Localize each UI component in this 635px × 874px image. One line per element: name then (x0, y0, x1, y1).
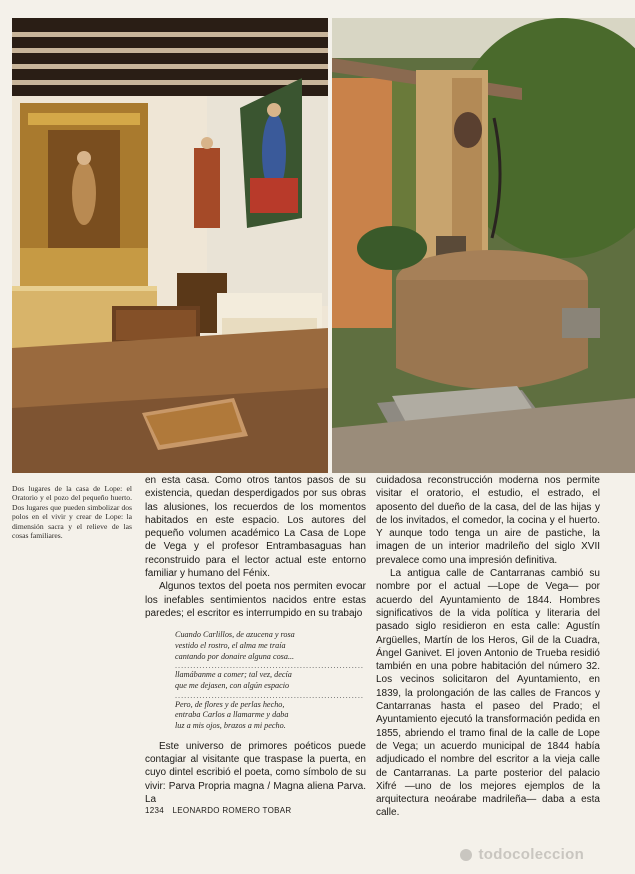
poem-ellipsis-divider: .............................................................. (175, 661, 364, 671)
poem-line: que me dejasen, con algún espacio (175, 681, 290, 691)
watermark (460, 846, 584, 863)
page-footer (145, 806, 297, 815)
poem-line: Pero, de flores y de perlas hecho, (175, 699, 285, 709)
text-column-left (145, 474, 366, 806)
paragraph: en esta casa. Como otros tantos pasos de su existencia, quedan desperdigados por sus obras las alusiones, los recuerdos de los momentos habitados en este espacio. Los autores del pequeño volumen académico La Casa de Lope de Vega y el profesor Entrambasaguas han reconstruido para el lector actual este entorno familiar y humano del Fénix. (145, 475, 366, 580)
poem-line: Cuando Carlillos, de azucena y rosa (175, 630, 295, 640)
watermark-logo-icon (460, 849, 472, 861)
poem-line: luz a mis ojos, brazos a mi pecho. (175, 721, 286, 731)
author-name: LEONARDO ROMERO TOBAR (172, 806, 292, 815)
poem-line: llamábanme a comer; tal vez, decía (175, 670, 292, 680)
text-column-right (376, 474, 600, 820)
poem-line: entraba Carlos a llamarme y daba (175, 710, 289, 720)
poem-quote (175, 630, 366, 732)
paragraph: cuidadosa reconstrucción moderna nos permite visitar el oratorio, el estudio, el estrado, el aposento del dueño de la casa, del de las hijas y de los invitados, el comedor, la cocina y el huerto. Y aunque todo tenga un aire de pastiche, la imagen de un interior madrileño del siglo XVII prevalece como una impresión definitiva. (376, 475, 600, 566)
poem-ellipsis-divider: .............................................................. (175, 690, 364, 700)
well-photo (332, 18, 635, 473)
paragraph: Algunos textos del poeta nos permiten evocar los inefables sentimientos nacidos entre estas paredes; el escritor es interrumpido en su trabajo (145, 581, 366, 619)
poem-line: cantando por donaire alguna cosa... (175, 651, 295, 661)
paragraph: La antigua calle de Cantarranas cambió su nombre por el actual —Lope de Vega— por acuerdo del Ayuntamiento de 1844. Hombres significativos de la vida política y literaria del pasado siglo residieron en esta calle: Agustín Argüelles, Martín de los Heros, Gil de la Cuadra, Ángel Ganivet. El joven Antonio de Trueba residió también en una pobre habitación del número 32. Los vecinos solicitaron del Ayuntamiento, en 1839, la prolongación de las calles de Francos y Cantarranas hasta el paseo del Prado; el Ayuntamiento ejecutó la transformación pedida en 1855, abriendo el tramo final de la calle de Lope de Vega; un acuerdo municipal de 1844 había adjudicado el nombre del escritor a la vieja calle de Cantarranas. La parte posterior del palacio Xifré —uno de los mejores ejemplos de la arquitectura neoárabe madrileña— daba a esta calle. (376, 568, 600, 819)
garden-well-illustration (332, 18, 635, 473)
paragraph: Este universo de primores poéticos puede contagiar al visitante que traspase la puerta, en cuyo dintel escribió el poeta, como símbolo de su vivir: Parva Propria magna / Magna aliena Parva. La (145, 740, 366, 806)
poem-line: vestido el rostro, el alma me traía (175, 640, 286, 650)
page-number: 1234 (145, 806, 164, 815)
oratorio-illustration (12, 18, 328, 473)
watermark-text: todocoleccion (478, 846, 585, 863)
oratorio-photo (12, 18, 328, 473)
photo-caption: Dos lugares de la casa de Lope: el Oratorio y el pozo del pequeño huerto. Dos lugares que pueden simbolizar dos polos en el vivir y crear de Lope: la dimensión sacra y el relieve de las cosas familiares. (12, 484, 132, 541)
